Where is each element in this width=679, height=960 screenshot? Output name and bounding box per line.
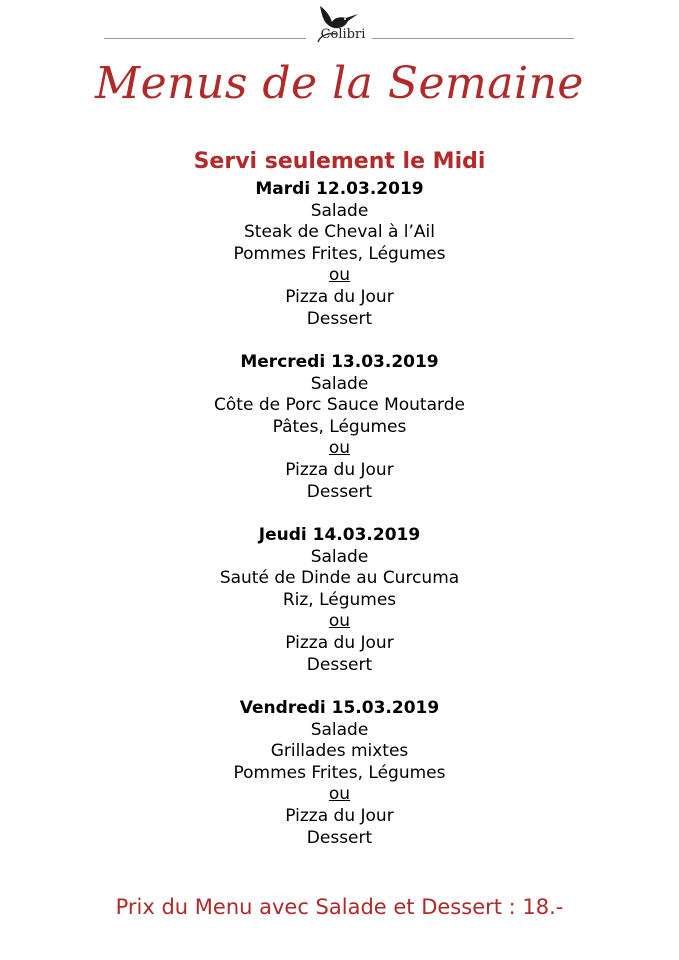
menu-or-separator: ou <box>328 784 351 805</box>
logo-text: Colibri <box>320 27 366 42</box>
menu-item: Sauté de Dinde au Curcuma <box>219 568 460 589</box>
menu-item: Steak de Cheval à l’Ail <box>244 222 435 243</box>
menu-item: Riz, Légumes <box>282 589 397 610</box>
menu-item: Pizza du Jour <box>285 459 394 480</box>
day-menu-tuesday <box>0 179 679 330</box>
menu-or-separator: ou <box>328 611 351 632</box>
menu-item: Pommes Frites, Légumes <box>233 762 446 783</box>
menu-item: Pâtes, Légumes <box>272 416 407 437</box>
menu-item: Dessert <box>306 654 373 675</box>
menu-item: Salade <box>310 200 369 221</box>
day-date: Mardi 12.03.2019 <box>255 179 424 199</box>
menu-item: Pizza du Jour <box>285 286 394 307</box>
menu-item: Dessert <box>306 481 373 502</box>
day-date: Mercredi 13.03.2019 <box>240 352 439 372</box>
header-rule-left <box>104 38 306 39</box>
menu-or-separator: ou <box>328 265 351 286</box>
menu-item: Dessert <box>306 827 373 848</box>
menu-item: Salade <box>310 373 369 394</box>
header-rule-right <box>372 38 574 39</box>
menu-price: Prix du Menu avec Salade et Dessert : 18.- <box>115 895 564 919</box>
day-menu-thursday <box>0 525 679 676</box>
menu-item: Salade <box>310 719 369 740</box>
menu-item: Pizza du Jour <box>285 632 394 653</box>
menu-item: Côte de Porc Sauce Moutarde <box>214 395 465 416</box>
day-menu-friday <box>0 698 679 849</box>
menu-item: Pizza du Jour <box>285 805 394 826</box>
day-date: Vendredi 15.03.2019 <box>239 698 440 718</box>
menu-item: Pommes Frites, Légumes <box>233 243 446 264</box>
menu-item: Dessert <box>306 308 373 329</box>
page-subtitle: Servi seulement le Midi <box>193 149 486 174</box>
page-title: Menus de la Semaine <box>95 58 584 109</box>
day-menu-wednesday <box>0 352 679 503</box>
menu-item: Salade <box>310 546 369 567</box>
menu-item: Grillades mixtes <box>270 741 409 762</box>
menu-or-separator: ou <box>328 438 351 459</box>
day-date: Jeudi 14.03.2019 <box>258 525 421 545</box>
